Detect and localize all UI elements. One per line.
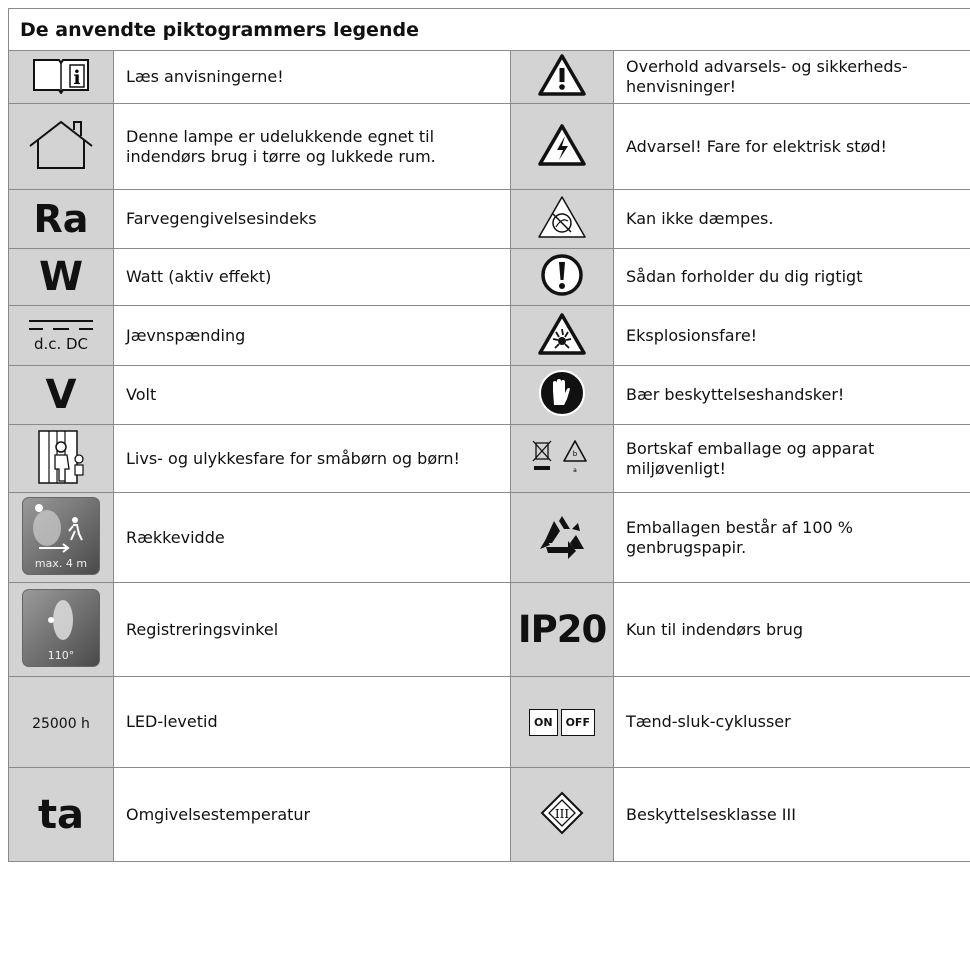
legend-row bbox=[9, 583, 970, 677]
legend-text: Denne lampe er udelukkende egnet til indendørs brug i tørre og lukkede rum. bbox=[114, 104, 511, 190]
detection-angle-icon: 110° bbox=[9, 583, 114, 677]
dc-symbol: d.c. DC bbox=[9, 306, 114, 366]
legend-title: De anvendte piktogrammers legende bbox=[9, 9, 970, 51]
warning-triangle-icon bbox=[511, 51, 614, 104]
legend-text: Tænd-sluk-cyklusser bbox=[614, 677, 970, 768]
protection-class-iii-icon bbox=[511, 768, 614, 862]
volt-symbol: V bbox=[9, 366, 114, 425]
legend-row bbox=[9, 104, 970, 190]
svg-text:a: a bbox=[573, 466, 577, 474]
electric-shock-icon bbox=[511, 104, 614, 190]
on-off-icon bbox=[511, 677, 614, 768]
svg-text:III: III bbox=[554, 806, 570, 821]
legend-row bbox=[9, 249, 970, 306]
legend-row bbox=[9, 493, 970, 583]
ta-symbol: ta bbox=[9, 768, 114, 862]
legend-text: Volt bbox=[114, 366, 511, 425]
on-label: ON bbox=[529, 709, 558, 736]
legend-text: Læs anvisningerne! bbox=[114, 51, 511, 104]
ra-symbol: Ra bbox=[9, 190, 114, 249]
legend-text: Omgivelsestemperatur bbox=[114, 768, 511, 862]
legend-text: LED-levetid bbox=[114, 677, 511, 768]
info-book-icon bbox=[9, 51, 114, 104]
legend-row bbox=[9, 425, 970, 493]
legend-text: Emballagen består af 100 % genbrugspapir. bbox=[614, 493, 970, 583]
exclamation-circle-icon bbox=[511, 249, 614, 306]
legend-text: Overhold advarsels- og sikkerheds-henvisninger! bbox=[614, 51, 970, 104]
legend-row bbox=[9, 51, 970, 104]
range-icon: max. 4 m bbox=[9, 493, 114, 583]
legend-text: Jævnspænding bbox=[114, 306, 511, 366]
legend-title-row bbox=[9, 9, 970, 51]
legend-text: Watt (aktiv effekt) bbox=[114, 249, 511, 306]
svg-text:i: i bbox=[73, 67, 81, 89]
gloves-icon bbox=[511, 366, 614, 425]
legend-row bbox=[9, 677, 970, 768]
legend-text: Registreringsvinkel bbox=[114, 583, 511, 677]
off-label: OFF bbox=[561, 709, 595, 736]
legend-row bbox=[9, 306, 970, 366]
recycling-icon bbox=[511, 493, 614, 583]
legend-text: Kun til indendørs brug bbox=[614, 583, 970, 677]
legend-text: Sådan forholder du dig rigtigt bbox=[614, 249, 970, 306]
explosion-icon bbox=[511, 306, 614, 366]
legend-text: Bær beskyttelseshandsker! bbox=[614, 366, 970, 425]
ip20-symbol: IP20 bbox=[511, 583, 614, 677]
legend-text: Advarsel! Fare for elektrisk stød! bbox=[614, 104, 970, 190]
svg-text:b: b bbox=[572, 449, 578, 458]
legend-row bbox=[9, 190, 970, 249]
legend-text: Livs- og ulykkesfare for småbørn og børn! bbox=[114, 425, 511, 493]
child-hazard-icon bbox=[9, 425, 114, 493]
legend-row bbox=[9, 768, 970, 862]
watt-symbol: W bbox=[9, 249, 114, 306]
hours-symbol: 25000 h bbox=[9, 677, 114, 768]
recycle-dispose-icon bbox=[511, 425, 614, 493]
legend-row bbox=[9, 366, 970, 425]
no-dimming-icon bbox=[511, 190, 614, 249]
legend-text: Eksplosionsfare! bbox=[614, 306, 970, 366]
legend-text: Beskyttelsesklasse III bbox=[614, 768, 970, 862]
house-icon bbox=[9, 104, 114, 190]
legend-text: Kan ikke dæmpes. bbox=[614, 190, 970, 249]
legend-text: Rækkevidde bbox=[114, 493, 511, 583]
legend-text: Bortskaf emballage og apparat miljøvenligt! bbox=[614, 425, 970, 493]
pictogram-legend-table bbox=[8, 8, 970, 862]
legend-text: Farvegengivelsesindeks bbox=[114, 190, 511, 249]
